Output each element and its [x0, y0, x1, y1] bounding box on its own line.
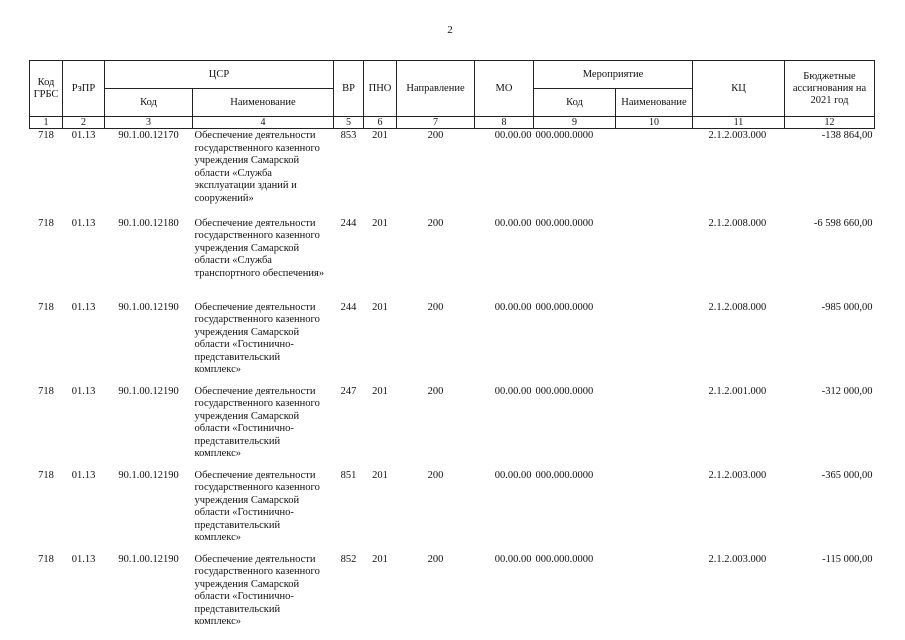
- cell-grbs: 718: [38, 553, 54, 565]
- cell-pno: 201: [372, 469, 388, 481]
- cell-amount: -6 598 660,00: [813, 217, 873, 229]
- name-line: области «Гостинично-: [194, 507, 294, 518]
- cell-kc: 2.1.2.008.000: [708, 217, 767, 229]
- cell-rzpr: 01.13: [71, 130, 96, 141]
- cell-csr-kod: 90.1.00.12190: [118, 553, 179, 565]
- name-line: сооружений»: [194, 192, 254, 204]
- cell-vr: 244: [340, 217, 357, 229]
- cell-mer-naim: [616, 213, 693, 297]
- header-rzpr: РзПР: [63, 61, 105, 117]
- cell-kc: 2.1.2.003.000: [708, 469, 767, 481]
- name-line: государственного казенного: [194, 398, 320, 409]
- header-kc: КЦ: [693, 61, 785, 117]
- column-number: 1: [30, 117, 63, 129]
- header-meropriyatie: Мероприятие: [534, 61, 693, 89]
- name-line: Обеспечение деятельности: [194, 469, 316, 481]
- header-csr-naim: Наименование: [193, 89, 334, 117]
- column-number: 9: [534, 117, 616, 129]
- cell-mo: 00.00.00: [494, 217, 532, 229]
- header-kod-grbs: Код ГРБС: [30, 61, 63, 117]
- column-number: 8: [475, 117, 534, 129]
- cell-vr: 247: [340, 385, 357, 397]
- cell-mer-kod: 000.000.0000: [535, 130, 594, 141]
- header-csr: ЦСР: [105, 61, 334, 89]
- cell-mer-naim: [616, 465, 693, 549]
- name-line: учреждения Самарской: [194, 494, 300, 506]
- cell-mo: 00.00.00: [494, 301, 532, 313]
- cell-csr-naim: [193, 549, 334, 633]
- budget-table: [29, 60, 875, 633]
- name-line: учреждения Самарской: [194, 578, 300, 590]
- header-mer-kod: Код: [534, 89, 616, 117]
- cell-csr-naim: [193, 213, 334, 297]
- cell-amount: -365 000,00: [821, 469, 873, 481]
- cell-pno: 201: [372, 553, 388, 565]
- name-line: области «Гостинично-: [194, 591, 294, 602]
- page-number: 2: [447, 24, 453, 36]
- cell-rzpr: 01.13: [71, 469, 96, 481]
- name-line: учреждения Самарской: [194, 155, 300, 166]
- column-number: 5: [334, 117, 364, 129]
- cell-grbs: 718: [38, 301, 54, 313]
- name-line: государственного казенного: [194, 142, 320, 154]
- cell-grbs: 718: [38, 469, 54, 481]
- name-line: транспортного обеспечения»: [194, 267, 325, 279]
- cell-mo: 00.00.00: [494, 130, 532, 141]
- column-number: 3: [105, 117, 193, 129]
- cell-pno: 201: [372, 385, 388, 397]
- name-line: комплекс»: [194, 448, 242, 459]
- cell-mo: 00.00.00: [494, 469, 532, 481]
- cell-napravlenie: 200: [427, 553, 444, 565]
- cell-csr-naim: [193, 465, 334, 549]
- cell-mer-kod: 000.000.0000: [535, 385, 594, 397]
- cell-csr-kod: 90.1.00.12190: [118, 469, 179, 481]
- column-number: 2: [63, 117, 105, 129]
- cell-mer-kod: 000.000.0000: [535, 553, 594, 565]
- cell-rzpr: 01.13: [71, 301, 96, 313]
- cell-vr: 244: [340, 301, 357, 313]
- cell-amount: -138 864,00: [821, 130, 873, 141]
- cell-csr-kod: 90.1.00.12170: [118, 130, 179, 141]
- cell-csr-kod: 90.1.00.12190: [118, 301, 179, 313]
- column-number: 7: [397, 117, 475, 129]
- header-napravlenie: Направление: [397, 61, 475, 117]
- cell-napravlenie: 200: [427, 217, 444, 229]
- cell-kc: 2.1.2.003.000: [708, 553, 767, 565]
- cell-amount: -115 000,00: [822, 553, 873, 565]
- column-number: 11: [693, 117, 785, 129]
- name-line: эксплуатации зданий и: [194, 180, 297, 191]
- header-vr: ВР: [334, 61, 364, 117]
- cell-kc: 2.1.2.001.000: [708, 385, 767, 397]
- name-line: Обеспечение деятельности: [194, 553, 316, 565]
- name-line: представительский: [194, 435, 281, 447]
- name-line: области «Служба: [194, 255, 272, 266]
- cell-mer-kod: 000.000.0000: [535, 217, 594, 229]
- cell-mer-naim: [616, 297, 693, 381]
- name-line: государственного казенного: [194, 482, 320, 493]
- cell-vr: 852: [340, 553, 357, 565]
- cell-rzpr: 01.13: [71, 385, 96, 397]
- cell-rzpr: 01.13: [71, 553, 96, 565]
- table-row: [30, 381, 875, 465]
- header-mer-naim: Наименование: [616, 89, 693, 117]
- name-line: области «Гостинично-: [194, 423, 294, 434]
- cell-amount: -312 000,00: [821, 385, 873, 397]
- header-pno: ПНО: [364, 61, 397, 117]
- cell-csr-naim: [193, 381, 334, 465]
- cell-napravlenie: 200: [427, 130, 444, 141]
- name-line: комплекс»: [194, 616, 242, 627]
- column-number: 10: [616, 117, 693, 129]
- cell-mer-naim: [616, 129, 693, 213]
- name-line: представительский: [194, 351, 281, 363]
- cell-kc: 2.1.2.008.000: [708, 301, 767, 313]
- name-line: представительский: [194, 519, 281, 531]
- name-line: представительский: [194, 603, 281, 615]
- cell-napravlenie: 200: [427, 469, 444, 481]
- cell-napravlenie: 200: [427, 301, 444, 313]
- name-line: государственного казенного: [194, 566, 320, 577]
- cell-kc: 2.1.2.003.000: [708, 130, 767, 141]
- name-line: Обеспечение деятельности: [194, 385, 316, 397]
- name-line: Обеспечение деятельности: [194, 217, 316, 229]
- name-line: учреждения Самарской: [194, 410, 300, 422]
- table-row: [30, 549, 875, 633]
- cell-grbs: 718: [38, 130, 54, 141]
- column-number: 6: [364, 117, 397, 129]
- table-row: [30, 129, 875, 213]
- header-budget: Бюджетные ассигнования на 2021 год: [785, 61, 875, 117]
- cell-pno: 201: [372, 130, 388, 141]
- cell-mo: 00.00.00: [494, 553, 532, 565]
- name-line: учреждения Самарской: [194, 326, 300, 338]
- cell-pno: 201: [372, 217, 388, 229]
- cell-napravlenie: 200: [427, 385, 444, 397]
- cell-pno: 201: [372, 301, 388, 313]
- cell-csr-kod: 90.1.00.12180: [118, 217, 179, 229]
- header-mo: МО: [475, 61, 534, 117]
- cell-grbs: 718: [38, 385, 54, 397]
- cell-amount: -985 000,00: [821, 301, 873, 313]
- table-row: [30, 297, 875, 381]
- cell-mer-naim: [616, 549, 693, 633]
- column-number: 4: [193, 117, 334, 129]
- cell-mer-kod: 000.000.0000: [535, 469, 594, 481]
- column-numbers-row: [30, 117, 875, 129]
- cell-vr: 851: [340, 469, 357, 481]
- header-csr-kod: Код: [105, 89, 193, 117]
- name-line: комплекс»: [194, 364, 242, 375]
- name-line: государственного казенного: [194, 230, 320, 241]
- cell-grbs: 718: [38, 217, 54, 229]
- column-number: 12: [785, 117, 875, 129]
- name-line: области «Служба: [194, 167, 272, 179]
- cell-vr: 853: [340, 130, 357, 141]
- table-row: [30, 213, 875, 297]
- name-line: Обеспечение деятельности: [194, 301, 316, 313]
- name-line: комплекс»: [194, 532, 242, 543]
- name-line: Обеспечение деятельности: [194, 130, 316, 141]
- name-line: учреждения Самарской: [194, 242, 300, 254]
- cell-mer-kod: 000.000.0000: [535, 301, 594, 313]
- name-line: области «Гостинично-: [194, 339, 294, 350]
- cell-csr-kod: 90.1.00.12190: [118, 385, 179, 397]
- table-body: [30, 129, 875, 633]
- cell-csr-naim: [193, 129, 334, 213]
- name-line: государственного казенного: [194, 314, 320, 325]
- cell-rzpr: 01.13: [71, 217, 96, 229]
- table-row: [30, 465, 875, 549]
- cell-mer-naim: [616, 381, 693, 465]
- cell-mo: 00.00.00: [494, 385, 532, 397]
- cell-csr-naim: [193, 297, 334, 381]
